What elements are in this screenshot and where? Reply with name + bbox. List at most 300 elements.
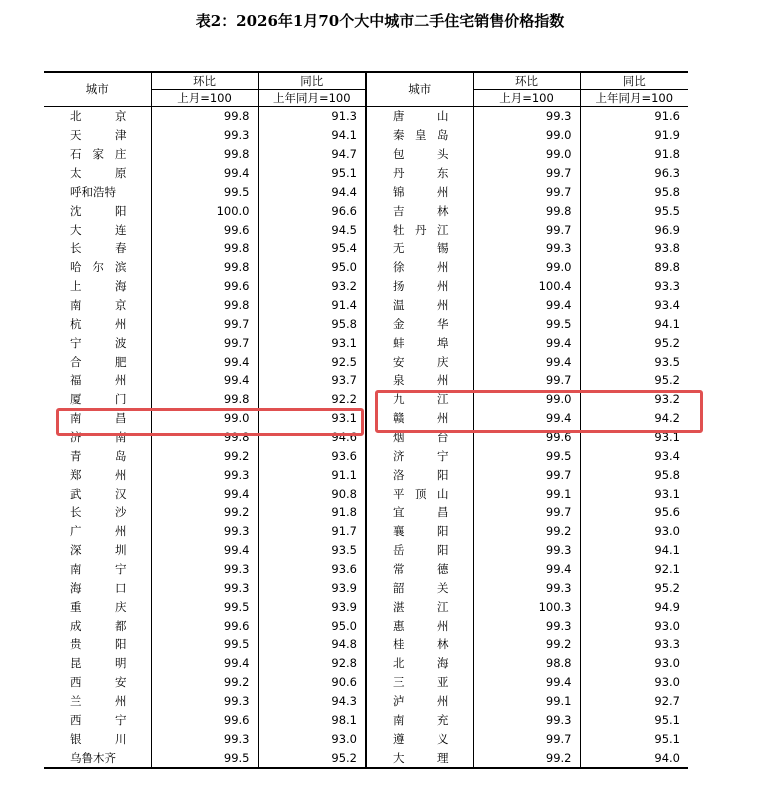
yoy-value: 95.8 [258,314,366,333]
city-name-cell [44,239,151,258]
city-name-cell [366,522,473,541]
city-name-cell [366,314,473,333]
yoy-value: 94.9 [580,597,688,616]
city-name: 杭 州 [70,316,127,331]
city-name-cell [366,107,473,126]
city-name: 襄 阳 [393,524,449,539]
yoy-value: 94.7 [258,145,366,164]
city-name: 兰 州 [70,694,127,709]
mom-value: 99.2 [151,446,258,465]
table-row [44,239,688,258]
table-row [44,201,688,220]
mom-value: 99.4 [473,409,580,428]
yoy-value: 93.9 [258,578,366,597]
mom-value: 99.8 [151,145,258,164]
highlight-box-left [56,408,364,436]
city-name-cell [44,220,151,239]
yoy-value: 93.2 [258,277,366,296]
yoy-value: 92.8 [258,654,366,673]
yoy-value: 93.9 [258,597,366,616]
mom-value: 99.3 [151,560,258,579]
city-name-cell [366,333,473,352]
mom-value: 99.0 [473,145,580,164]
table-row [44,277,688,296]
mom-value: 99.4 [473,560,580,579]
city-name-cell [44,711,151,730]
city-name: 深 圳 [70,543,127,558]
yoy-value: 93.1 [258,409,366,428]
city-name: 广 州 [70,524,127,539]
city-name-cell [366,239,473,258]
mom-value: 99.4 [473,673,580,692]
yoy-value: 94.8 [258,635,366,654]
yoy-value: 95.6 [580,503,688,522]
city-name: 昆 明 [70,656,127,671]
yoy-value: 93.5 [258,541,366,560]
header-yoy-left: 同比 [258,72,366,90]
header-yoy-base-right: 上年同月=100 [580,90,688,107]
yoy-value: 91.4 [258,296,366,315]
table-row [44,673,688,692]
city-name: 北 海 [393,656,449,671]
city-name: 赣 州 [393,411,449,426]
city-name: 太 原 [70,166,127,180]
city-name: 厦 门 [70,392,127,407]
yoy-value: 94.1 [258,126,366,145]
yoy-value: 93.0 [580,673,688,692]
mom-value: 99.2 [473,748,580,768]
city-name-cell [366,578,473,597]
city-name-cell [44,616,151,635]
yoy-value: 94.0 [580,748,688,768]
city-name: 大 理 [393,750,449,765]
table-row [44,654,688,673]
table-row [44,522,688,541]
city-name-cell [366,352,473,371]
city-name: 郑 州 [70,467,127,482]
city-name-cell [366,371,473,390]
city-name-cell [44,673,151,692]
city-name: 沈 阳 [70,203,127,218]
city-name-cell [44,635,151,654]
table-row [44,296,688,315]
yoy-value: 95.1 [258,164,366,183]
city-name: 泉 州 [393,373,449,388]
yoy-value: 95.1 [580,729,688,748]
city-name-cell [44,465,151,484]
mom-value: 99.3 [151,578,258,597]
city-name: 长 春 [70,241,127,256]
mom-value: 99.3 [151,465,258,484]
mom-value: 99.6 [151,711,258,730]
city-name: 徐 州 [393,260,449,275]
table-row [44,541,688,560]
city-name-cell [44,164,151,183]
city-name: 北 京 [70,109,127,124]
yoy-value: 98.1 [258,711,366,730]
yoy-value: 93.1 [580,428,688,447]
yoy-value: 95.2 [258,748,366,768]
yoy-value: 95.5 [580,201,688,220]
mom-value: 99.4 [473,333,580,352]
city-name-cell [44,145,151,164]
mom-value: 99.4 [151,352,258,371]
mom-value: 99.4 [151,484,258,503]
table-row [44,107,688,126]
header-mom-right: 环比 [473,72,580,90]
city-name-cell [44,522,151,541]
yoy-value: 91.8 [258,503,366,522]
yoy-value: 91.6 [580,107,688,126]
table-row [44,352,688,371]
yoy-value: 91.8 [580,145,688,164]
city-name: 南 宁 [70,562,127,577]
city-name: 扬 州 [393,279,449,294]
city-name-cell [44,597,151,616]
city-name-cell [366,182,473,201]
mom-value: 99.0 [473,126,580,145]
mom-value: 99.4 [473,352,580,371]
yoy-value: 95.0 [258,258,366,277]
city-name: 乌鲁木齐 [70,750,116,765]
mom-value: 99.2 [473,522,580,541]
city-name: 西 宁 [70,712,127,727]
yoy-value: 95.8 [580,465,688,484]
mom-value: 99.3 [473,616,580,635]
table-title: 表2：2026年1月70个大中城市二手住宅销售价格指数 [195,12,565,30]
city-name-cell [366,145,473,164]
city-name: 南 昌 [70,411,127,426]
mom-value: 99.0 [473,390,580,409]
yoy-value: 95.2 [580,333,688,352]
mom-value: 98.8 [473,654,580,673]
header-city-left: 城市 [44,72,151,107]
city-name-cell [366,220,473,239]
table-row [44,729,688,748]
mom-value: 100.0 [151,201,258,220]
mom-value: 99.2 [151,673,258,692]
city-name: 洛 阳 [393,467,449,482]
header-mom-base-left: 上月=100 [151,90,258,107]
city-name: 锦 州 [393,184,449,199]
city-name: 武 汉 [70,486,127,501]
table-row [44,220,688,239]
table-row [44,616,688,635]
table-row [44,635,688,654]
city-name-cell [44,503,151,522]
city-name: 常 德 [393,562,449,577]
mom-value: 99.6 [151,220,258,239]
city-name-cell [44,107,151,126]
city-name: 唐 山 [393,109,449,124]
yoy-value: 94.3 [258,692,366,711]
city-name-cell [44,314,151,333]
table-row [44,692,688,711]
mom-value: 99.5 [151,597,258,616]
mom-value: 99.3 [473,541,580,560]
yoy-value: 93.2 [580,390,688,409]
table-row [44,126,688,145]
city-name-cell [366,748,473,768]
mom-value: 99.3 [473,711,580,730]
city-name-cell [366,465,473,484]
city-name-cell [366,446,473,465]
mom-value: 99.7 [473,465,580,484]
yoy-value: 93.4 [580,446,688,465]
city-name: 济 宁 [393,448,449,463]
mom-value: 99.6 [473,428,580,447]
header-city-right: 城市 [366,72,473,107]
yoy-value: 93.0 [258,729,366,748]
city-name: 韶 关 [393,580,449,595]
table-row [44,333,688,352]
mom-value: 99.3 [473,239,580,258]
city-name: 湛 江 [393,599,449,614]
highlight-box-right [375,390,703,433]
city-name: 烟 台 [393,430,449,445]
city-name: 三 亚 [393,675,449,690]
city-name: 海 口 [70,580,127,595]
header-yoy-right: 同比 [580,72,688,90]
city-name-cell [366,729,473,748]
city-name: 宜 昌 [393,505,449,520]
city-name-cell [44,390,151,409]
table-row [44,145,688,164]
mom-value: 99.7 [473,164,580,183]
mom-value: 99.8 [473,201,580,220]
yoy-value: 91.1 [258,465,366,484]
city-name: 石 家 庄 [70,147,127,162]
table-body [44,107,688,769]
city-name-cell [44,371,151,390]
city-name-cell [366,654,473,673]
city-name-cell [366,258,473,277]
yoy-value: 94.2 [580,409,688,428]
city-name-cell [366,277,473,296]
mom-value: 99.3 [151,692,258,711]
table-row [44,560,688,579]
table-row [44,503,688,522]
city-name-cell [44,333,151,352]
city-name: 包 头 [393,147,449,162]
table-row [44,182,688,201]
city-name: 青 岛 [70,448,127,463]
yoy-value: 95.2 [580,578,688,597]
yoy-value: 91.3 [258,107,366,126]
yoy-value: 95.8 [580,182,688,201]
mom-value: 99.2 [151,503,258,522]
city-name: 长 沙 [70,505,127,520]
mom-value: 99.7 [473,371,580,390]
yoy-value: 92.2 [258,390,366,409]
table-row [44,164,688,183]
yoy-value: 95.1 [580,711,688,730]
yoy-value: 91.9 [580,126,688,145]
mom-value: 99.8 [151,428,258,447]
mom-value: 99.5 [473,314,580,333]
city-name-cell [366,560,473,579]
city-name-cell [44,729,151,748]
mom-value: 99.7 [473,729,580,748]
city-name-cell [366,126,473,145]
city-name-cell [44,277,151,296]
city-name: 哈 尔 滨 [70,260,127,275]
yoy-value: 91.7 [258,522,366,541]
header-mom-left: 环比 [151,72,258,90]
yoy-value: 94.6 [258,428,366,447]
mom-value: 99.7 [151,314,258,333]
mom-value: 99.5 [151,635,258,654]
table-row [44,484,688,503]
table-row [44,371,688,390]
city-name-cell [366,692,473,711]
mom-value: 99.3 [473,107,580,126]
city-name-cell [44,182,151,201]
table-row [44,711,688,730]
city-name-cell [44,201,151,220]
yoy-value: 93.6 [258,446,366,465]
yoy-value: 93.0 [580,654,688,673]
table-row [44,446,688,465]
yoy-value: 92.1 [580,560,688,579]
city-name: 牡 丹 江 [393,222,449,237]
city-name-cell [44,484,151,503]
city-name: 桂 林 [393,637,449,652]
mom-value: 99.4 [151,654,258,673]
mom-value: 99.8 [151,390,258,409]
mom-value: 99.1 [473,692,580,711]
yoy-value: 92.5 [258,352,366,371]
city-name-cell [44,692,151,711]
yoy-value: 95.4 [258,239,366,258]
yoy-value: 95.2 [580,371,688,390]
mom-value: 99.8 [151,107,258,126]
yoy-value: 93.0 [580,616,688,635]
mom-value: 99.6 [151,277,258,296]
city-name: 合 肥 [70,354,127,369]
mom-value: 99.4 [473,296,580,315]
city-name: 南 充 [393,712,449,727]
city-name-cell [366,711,473,730]
table-row [44,748,688,768]
yoy-value: 90.8 [258,484,366,503]
yoy-value: 95.0 [258,616,366,635]
city-name-cell [44,296,151,315]
mom-value: 99.3 [151,126,258,145]
yoy-value: 89.8 [580,258,688,277]
yoy-value: 90.6 [258,673,366,692]
yoy-value: 96.9 [580,220,688,239]
city-name-cell [44,654,151,673]
yoy-value: 94.1 [580,314,688,333]
city-name: 丹 东 [393,166,449,180]
city-name-cell [44,578,151,597]
city-name: 济 南 [70,430,127,445]
mom-value: 99.2 [473,635,580,654]
city-name: 贵 阳 [70,637,127,652]
mom-value: 99.0 [473,258,580,277]
header-yoy-base-left: 上年同月=100 [258,90,366,107]
yoy-value: 93.0 [580,522,688,541]
mom-value: 99.3 [151,522,258,541]
mom-value: 99.4 [151,164,258,183]
city-name-cell [44,748,151,768]
yoy-value: 93.3 [580,635,688,654]
yoy-value: 94.4 [258,182,366,201]
table-row [44,314,688,333]
city-name: 吉 林 [393,203,449,218]
mom-value: 99.5 [151,748,258,768]
mom-value: 99.8 [151,239,258,258]
city-name: 金 华 [393,316,449,331]
mom-value: 99.7 [151,333,258,352]
city-name: 上 海 [70,279,127,294]
city-name: 岳 阳 [393,543,449,558]
city-name-cell [366,296,473,315]
mom-value: 99.7 [473,182,580,201]
mom-value: 99.5 [151,182,258,201]
city-name: 无 锡 [393,241,449,256]
mom-value: 99.0 [151,409,258,428]
yoy-value: 93.6 [258,560,366,579]
city-name-cell [44,560,151,579]
table-row [44,597,688,616]
city-name: 蚌 埠 [393,335,449,350]
city-name: 遵 义 [393,731,449,746]
yoy-value: 96.6 [258,201,366,220]
yoy-value: 93.3 [580,277,688,296]
city-name: 南 京 [70,298,127,313]
mom-value: 99.4 [151,541,258,560]
mom-value: 99.1 [473,484,580,503]
city-name: 西 安 [70,675,127,690]
city-name: 天 津 [70,128,127,143]
mom-value: 100.3 [473,597,580,616]
city-name: 呼和浩特 [70,184,116,199]
city-name: 秦 皇 岛 [393,128,449,143]
city-name-cell [44,446,151,465]
mom-value: 99.8 [151,296,258,315]
yoy-value: 93.8 [580,239,688,258]
mom-value: 99.3 [151,729,258,748]
city-name: 成 都 [70,618,127,633]
city-name-cell [44,352,151,371]
city-name: 福 州 [70,373,127,388]
table-row [44,578,688,597]
header-mom-base-right: 上月=100 [473,90,580,107]
mom-value: 99.3 [473,578,580,597]
city-name-cell [44,541,151,560]
city-name: 安 庆 [393,354,449,369]
yoy-value: 92.7 [580,692,688,711]
yoy-value: 93.1 [258,333,366,352]
city-name-cell [366,164,473,183]
city-name-cell [366,541,473,560]
city-name-cell [366,673,473,692]
yoy-value: 94.1 [580,541,688,560]
mom-value: 100.4 [473,277,580,296]
city-name-cell [366,597,473,616]
table-row [44,465,688,484]
city-name: 平 顶 山 [393,486,449,501]
mom-value: 99.6 [151,616,258,635]
mom-value: 99.5 [473,446,580,465]
city-name: 银 川 [70,731,127,746]
yoy-value: 93.1 [580,484,688,503]
mom-value: 99.7 [473,220,580,239]
table-row [44,258,688,277]
city-name-cell [366,503,473,522]
